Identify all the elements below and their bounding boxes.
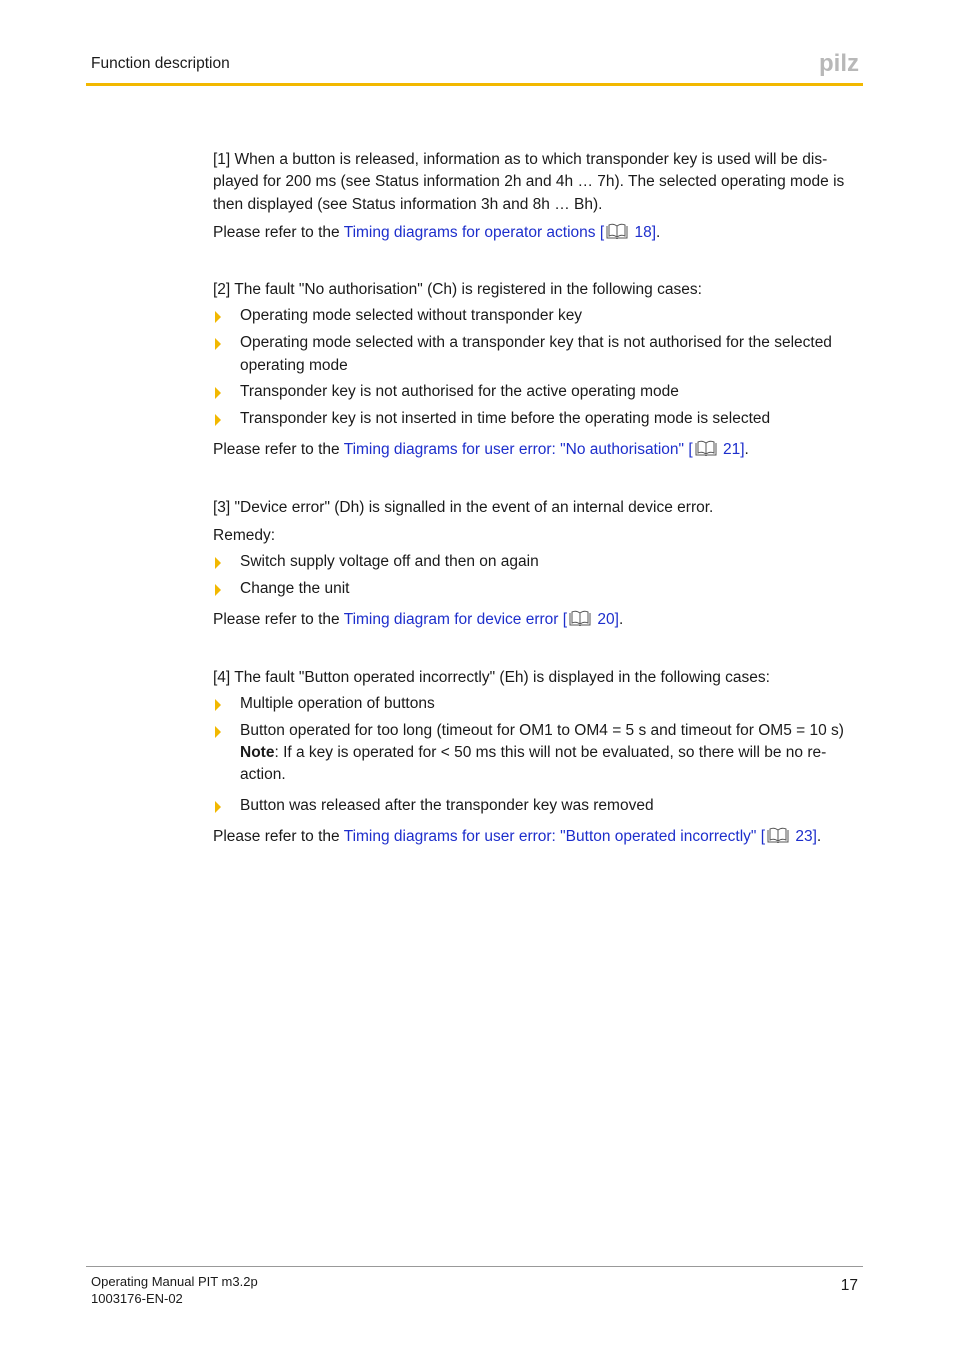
section-1 bbox=[213, 149, 858, 244]
page-header bbox=[86, 50, 863, 86]
list-item bbox=[213, 551, 858, 573]
ref-open: [ bbox=[595, 223, 605, 241]
footer-manual-title: Operating Manual PIT m3.2p bbox=[91, 1274, 258, 1289]
list-item bbox=[213, 720, 858, 787]
ref-page: 23] bbox=[791, 828, 817, 846]
section-intro: [2] The fault "No authorisation" (Ch) is registered in the following cases: bbox=[213, 281, 702, 299]
page-number: 17 bbox=[840, 1277, 858, 1294]
reference-line bbox=[213, 826, 858, 848]
link-timing-button-operated-incorrectly[interactable] bbox=[344, 828, 817, 845]
ref-open: [ bbox=[558, 611, 568, 629]
ref-link-text: Timing diagrams for operator actions bbox=[343, 223, 596, 241]
list-item bbox=[213, 578, 858, 600]
note bbox=[240, 742, 858, 787]
ref-prefix: Please refer to the bbox=[213, 223, 344, 241]
ref-link-text: Timing diagrams for user error: "No authorisation" bbox=[343, 441, 685, 459]
section-4 bbox=[213, 667, 858, 849]
bullet-arrow-icon bbox=[215, 311, 221, 323]
ref-prefix: Please refer to the bbox=[213, 441, 344, 459]
bullet-arrow-icon bbox=[215, 387, 221, 399]
bullet-arrow-icon bbox=[215, 414, 221, 426]
bullet-arrow-icon bbox=[215, 801, 221, 813]
footer-info bbox=[91, 1273, 258, 1307]
logo-text: pilz bbox=[819, 50, 859, 77]
list-item-text: Operating mode selected without transponder key bbox=[240, 307, 583, 325]
remedy-list bbox=[213, 551, 858, 600]
list-item-text: Multiple operation of buttons bbox=[240, 695, 435, 713]
ref-page: 20] bbox=[593, 611, 619, 629]
page-footer bbox=[86, 1266, 863, 1306]
footer-doc-number: 1003176-EN-02 bbox=[91, 1291, 183, 1306]
ref-prefix: Please refer to the bbox=[213, 828, 344, 846]
section-intro: [3] "Device error" (Dh) is signalled in the event of an internal device error. bbox=[213, 498, 714, 516]
ref-link-text: Timing diagrams for user error: "Button operated incorrectly" bbox=[343, 828, 757, 846]
list-item-text: Switch supply voltage off and then on again bbox=[240, 553, 539, 571]
ref-open: [ bbox=[756, 828, 766, 846]
ref-suffix: . bbox=[744, 441, 749, 459]
ref-link-text: Timing diagram for device error bbox=[343, 611, 559, 629]
list-item bbox=[213, 305, 858, 327]
ref-prefix: Please refer to the bbox=[213, 611, 344, 629]
list-item bbox=[213, 332, 858, 377]
link-timing-operator-actions[interactable] bbox=[344, 224, 656, 241]
book-icon bbox=[605, 223, 629, 240]
bullet-arrow-icon bbox=[215, 584, 221, 596]
reference-line bbox=[213, 439, 858, 461]
case-list bbox=[213, 305, 858, 430]
book-icon bbox=[568, 610, 592, 627]
main-content bbox=[213, 149, 858, 883]
list-item bbox=[213, 381, 858, 403]
list-item-text: Transponder key is not authorised for the active operating mode bbox=[240, 383, 679, 401]
bullet-arrow-icon bbox=[215, 699, 221, 711]
ref-suffix: . bbox=[656, 223, 661, 241]
section-intro: [1] When a button is released, information as to which transponder key is used will be displayed for 200 ms (see Status information 2h and 4h … 7h). The selected operating mode is then displayed (see Status information 3h and 8h … Bh). bbox=[213, 151, 845, 213]
link-timing-no-authorisation[interactable] bbox=[344, 441, 745, 458]
section-2 bbox=[213, 279, 858, 462]
list-item-text: Change the unit bbox=[240, 580, 350, 598]
bullet-arrow-icon bbox=[215, 338, 221, 350]
list-item-text: Button was released after the transponder key was removed bbox=[240, 796, 654, 814]
bullet-arrow-icon bbox=[215, 557, 221, 569]
note-text: : If a key is operated for < 50 ms this will not be evaluated, so there will be no reaction. bbox=[240, 744, 827, 784]
link-timing-device-error[interactable] bbox=[344, 611, 619, 628]
pilz-logo bbox=[819, 50, 863, 78]
list-item bbox=[213, 693, 858, 715]
note-label: Note bbox=[240, 744, 275, 762]
reference-line bbox=[213, 222, 858, 244]
list-item bbox=[213, 408, 858, 430]
reference-line bbox=[213, 609, 858, 631]
remedy-label: Remedy: bbox=[213, 527, 276, 545]
ref-suffix: . bbox=[816, 828, 822, 846]
section-3 bbox=[213, 497, 858, 632]
header-title: Function description bbox=[91, 55, 230, 72]
ref-open: [ bbox=[684, 441, 693, 459]
book-icon bbox=[766, 827, 790, 844]
ref-page: 21] bbox=[718, 441, 745, 459]
list-item-text: Transponder key is not inserted in time before the operating mode is selected bbox=[240, 410, 771, 428]
list-item bbox=[213, 795, 858, 817]
case-list bbox=[213, 693, 858, 817]
list-item-text: Button operated for too long (timeout for OM1 to OM4 = 5 s and timeout for OM5 = 10 s) bbox=[240, 721, 844, 739]
ref-page: 18] bbox=[630, 223, 657, 241]
section-intro: [4] The fault "Button operated incorrectly" (Eh) is displayed in the following cases: bbox=[213, 668, 770, 686]
bullet-arrow-icon bbox=[215, 726, 221, 738]
book-icon bbox=[694, 440, 718, 457]
ref-suffix: . bbox=[618, 611, 624, 629]
list-item-text: Operating mode selected with a transponder key that is not authorised for the selected operating mode bbox=[240, 334, 832, 374]
